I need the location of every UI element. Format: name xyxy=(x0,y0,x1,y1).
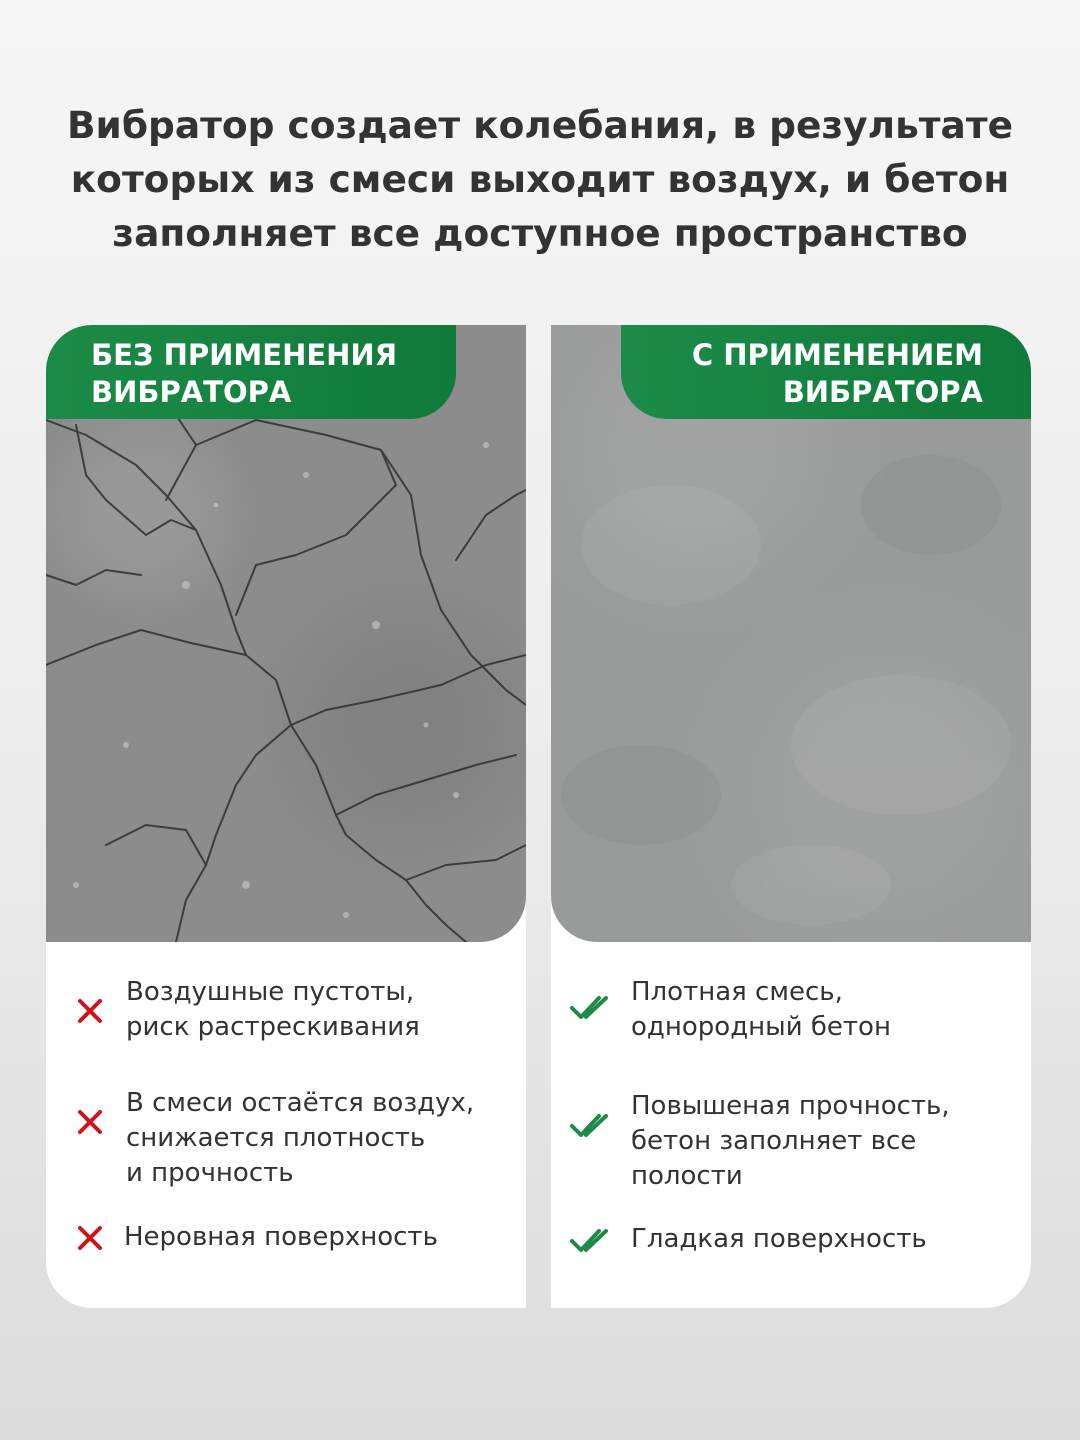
item-line: Повышеная прочность, xyxy=(631,1091,950,1121)
tag-without-vibrator xyxy=(46,325,456,419)
item-text xyxy=(631,975,891,1045)
tag-line: БЕЗ ПРИМЕНЕНИЯ xyxy=(91,338,398,372)
item-text xyxy=(631,1089,950,1194)
item-line: Гладкая поверхность xyxy=(631,1224,927,1254)
item-text xyxy=(126,975,420,1045)
item-line: Воздушные пустоты, xyxy=(126,977,415,1007)
panel-without-vibrator xyxy=(46,325,526,1308)
panel-with-vibrator xyxy=(551,325,1031,1308)
item-line: бетон заполняет все xyxy=(631,1126,917,1156)
headline-line: Вибратор создает колебания, в результате xyxy=(66,103,1014,147)
headline-line: заполняет все доступное пространство xyxy=(112,211,968,255)
headline-line: которых из смеси выходит воздух, и бетон xyxy=(70,157,1010,201)
cross-icon xyxy=(76,1224,104,1252)
item-line: однородный бетон xyxy=(631,1012,891,1042)
item-line: В смеси остаётся воздух, xyxy=(126,1088,475,1118)
item-line: полости xyxy=(631,1161,743,1191)
cross-icon xyxy=(76,1108,104,1136)
item-text xyxy=(126,1086,474,1191)
tag-line: ВИБРАТОРА xyxy=(782,375,983,409)
tag-line: ВИБРАТОРА xyxy=(91,375,292,409)
tag-with-vibrator xyxy=(621,325,1031,419)
item-text xyxy=(124,1220,438,1255)
item-line: риск растрескивания xyxy=(126,1012,420,1042)
headline xyxy=(40,98,1040,260)
item-text xyxy=(631,1222,927,1257)
double-check-icon xyxy=(569,1226,617,1254)
item-line: Плотная смесь, xyxy=(631,977,843,1007)
item-line: и прочность xyxy=(126,1158,294,1188)
double-check-icon xyxy=(569,993,617,1021)
tag-line: С ПРИМЕНЕНИЕМ xyxy=(691,338,983,372)
item-line: Неровная поверхность xyxy=(124,1222,438,1252)
item-line: снижается плотность xyxy=(126,1123,426,1153)
double-check-icon xyxy=(569,1111,617,1139)
cross-icon xyxy=(76,997,104,1025)
